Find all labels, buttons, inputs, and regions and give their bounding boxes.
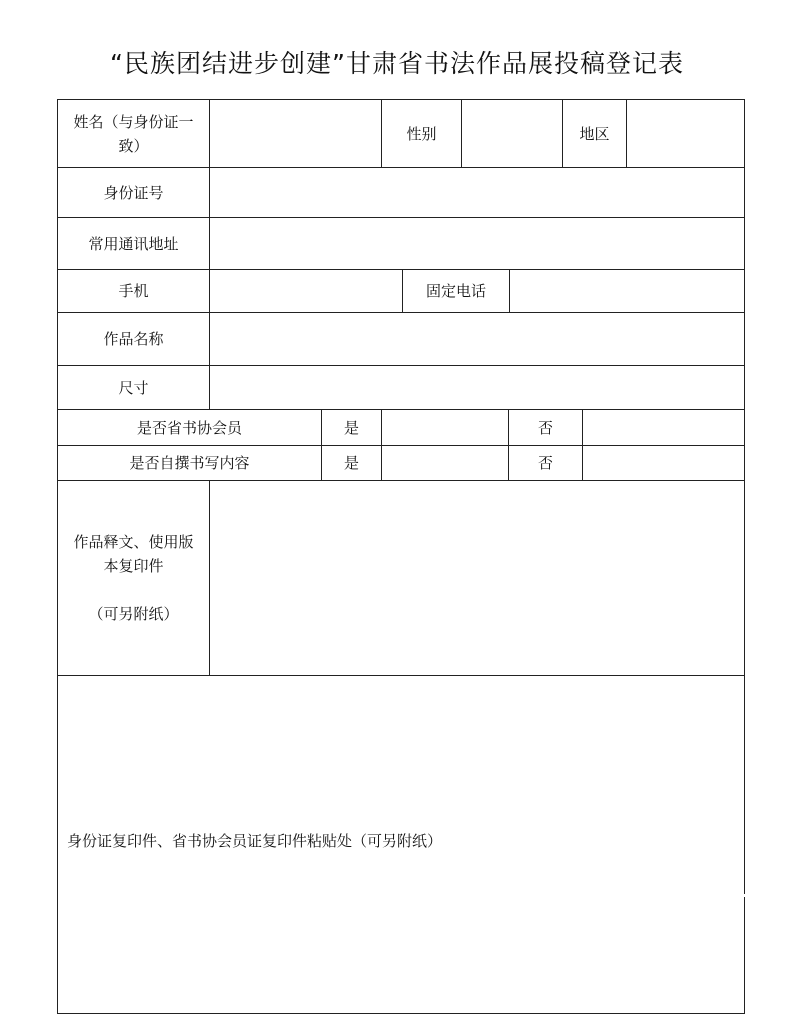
member-label: 是否省书协会员 [136, 418, 242, 437]
size-label: 尺寸 [118, 378, 149, 397]
form-title: “民族团结进步创建”甘肃省书法作品展投稿登记表 [110, 49, 684, 78]
transcription-label-line1: 作品释文、使用版 [73, 533, 194, 551]
transcription-label-cell [58, 481, 209, 675]
table-border-bottom [57, 1013, 745, 1014]
self-written-yes-checkbox[interactable] [382, 446, 508, 480]
region-field[interactable] [627, 100, 744, 167]
mobile-label: 手机 [118, 282, 149, 300]
id-number-field[interactable] [210, 168, 744, 217]
address-label: 常用通讯地址 [88, 234, 179, 253]
work-title-field[interactable] [210, 313, 744, 365]
member-no-label: 否 [537, 418, 553, 437]
table-border-right [744, 897, 745, 1014]
landline-field[interactable] [510, 270, 744, 312]
self-written-yes-label: 是 [343, 454, 359, 472]
work-title-label: 作品名称 [103, 330, 164, 348]
transcription-label-line2: 本复印件 [103, 557, 164, 575]
self-written-no-label: 否 [537, 454, 553, 472]
mobile-field[interactable] [210, 270, 402, 312]
name-field[interactable] [210, 100, 381, 167]
name-label: 姓名（与身份证一致） [73, 112, 194, 155]
member-yes-label: 是 [343, 418, 359, 437]
region-label: 地区 [579, 124, 610, 143]
table-border-right [744, 99, 745, 894]
name-label-cell [58, 100, 209, 167]
landline-label: 固定电话 [425, 282, 486, 300]
transcription-label-note: （可另附纸） [88, 605, 179, 623]
member-no-checkbox[interactable] [583, 410, 744, 445]
size-field[interactable] [210, 366, 744, 409]
self-written-no-checkbox[interactable] [583, 446, 744, 480]
gender-label: 性别 [406, 124, 437, 143]
registration-table [57, 99, 745, 1014]
transcription-field[interactable] [210, 481, 744, 675]
id-number-label: 身份证号 [103, 183, 164, 202]
self-written-label: 是否自撰书写内容 [129, 454, 250, 472]
attachment-label: 身份证复印件、省书协会员证复印件粘贴处（可另附纸） [67, 832, 443, 850]
member-yes-checkbox[interactable] [382, 410, 508, 445]
address-field[interactable] [210, 218, 744, 269]
gender-field[interactable] [462, 100, 562, 167]
